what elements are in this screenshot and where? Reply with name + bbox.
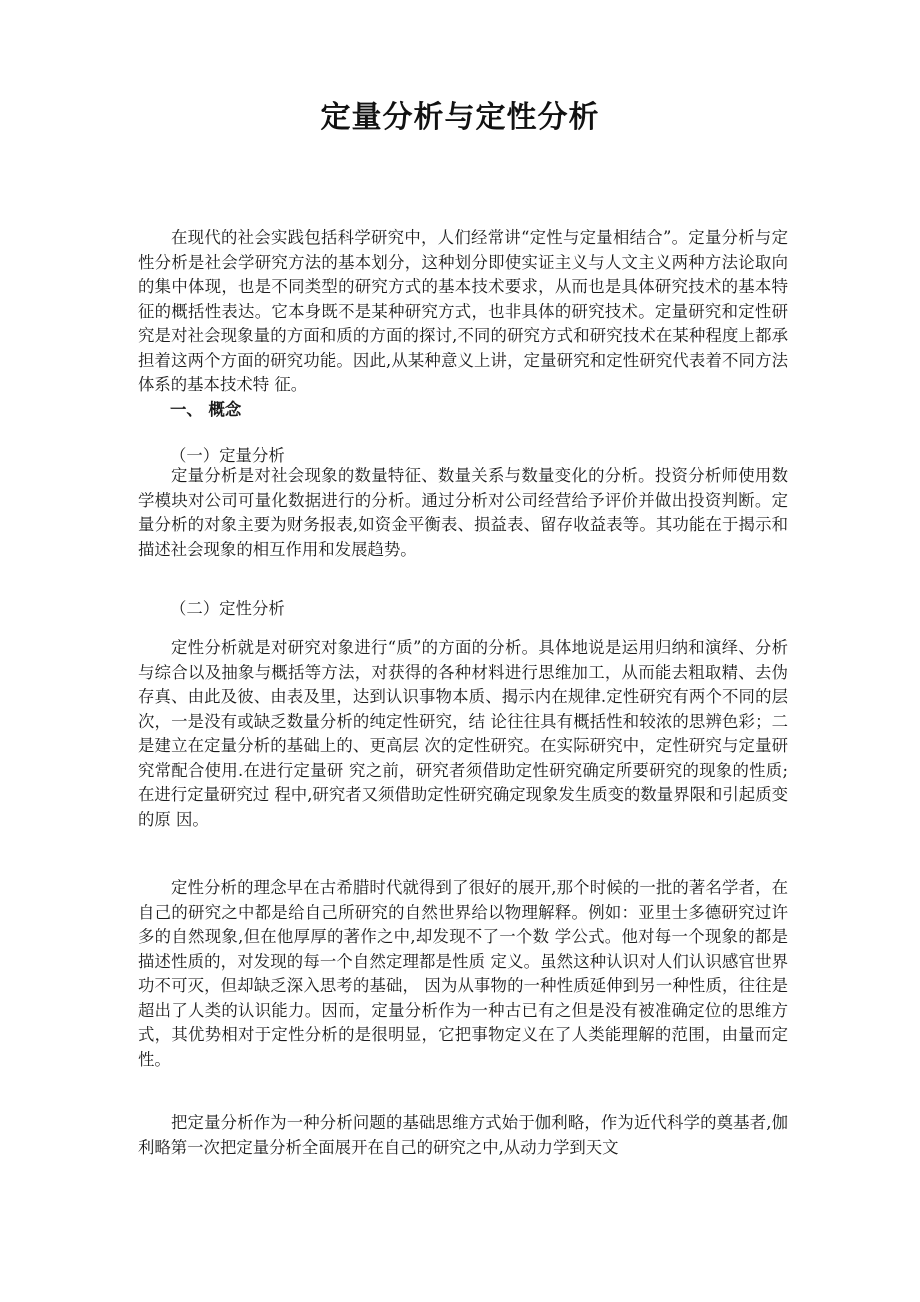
galileo-paragraph: 把定量分析作为一种分析问题的基础思维方式始于伽利略，作为近代科学的奠基者,伽利略第一次把定量分析全面展开在自己的研究之中,从动力学到天文 (138, 1113, 788, 1157)
quantitative-analysis-paragraph: 定量分析是对社会现象的数量特征、数量关系与数量变化的分析。投资分析师使用数学模块对公司可量化数据进行的分析。通过分析对公司经营给予评价并做出投资判断。定量分析的对象主要为财务报表,如资金平衡表、损益表、留存收益表等。其功能在于揭示和描述社会现象的相互作用和发展趋势。 (138, 466, 788, 559)
document-title: 定量分析与定性分析 (320, 100, 600, 135)
subsection-heading-quantitative: （一）定量分析 (170, 446, 285, 465)
subsection-heading-qualitative: （二）定性分析 (170, 599, 285, 618)
qualitative-analysis-paragraph: 定性分析就是对研究对象进行“质”的方面的分析。具体地说是运用归纳和演绎、分析与综合以及抽象与概括等方法，对获得的各种材料进行思维加工，从而能去粗取精、去伪存真、由此及彼、由表及里，达到认识事物本质、揭示内在规律.定性研究有两个不同的层次，一是没有或缺乏数量分析的纯定性研究，结 论往往具有概括性和较浓的思辨色彩；二是建立在定量分析的基础上的、更高层 次的定性研究。在实际研究中，定性研究与定量研究常配合使用.在进行定量研 究之前，研究者须借助定性研究确定所要研究的现象的性质;在进行定量研究过 程中,研究者又须借助定性研究确定现象发生质变的数量界限和引起质变的原 因。 (138, 638, 788, 829)
history-paragraph: 定性分析的理念早在古希腊时代就得到了很好的展开,那个时候的一批的著名学者，在自己的研究之中都是给自己所研究的自然世界给以物理解释。例如：亚里士多德研究过许多的自然现象,但在他厚厚的著作之中,却发现不了一个数 学公式。他对每一个现象的都是描述性质的，对发现的每一个自然定理都是性质 定义。虽然这种认识对人们认识感官世界功不可灭，但却缺乏深入思考的基础， 因为从事物的一种性质延伸到另一种性质，往往是超出了人类的认识能力。因而，定量分析作为一种古已有之但是没有被准确定位的思维方式，其优势相对于定性分析的是很明显，它把事物定义在了人类能理解的范围，由量而定性。 (138, 878, 788, 1069)
section-heading-concepts: 一、 概念 (170, 400, 242, 419)
intro-paragraph: 在现代的社会实践包括科学研究中，人们经常讲“定性与定量相结合”。定量分析与定性分析是社会学研究方法的基本划分，这种划分即使实证主义与人文主义两种方法论取向的集中体现，也是不同类型的研究方式的基本技术要求，从而也是具体研究技术的基本特征的概括性表达。它本身既不是某种研究方式，也非具体的研究技术。定量研究和定性研究是对社会现象量的方面和质的方面的探讨,不同的研究方式和研究技术在某种程度上都承担着这两个方面的研究功能。因此,从某种意义上讲，定量研究和定性研究代表着不同方法体系的基本技术特 征。 (138, 228, 788, 394)
